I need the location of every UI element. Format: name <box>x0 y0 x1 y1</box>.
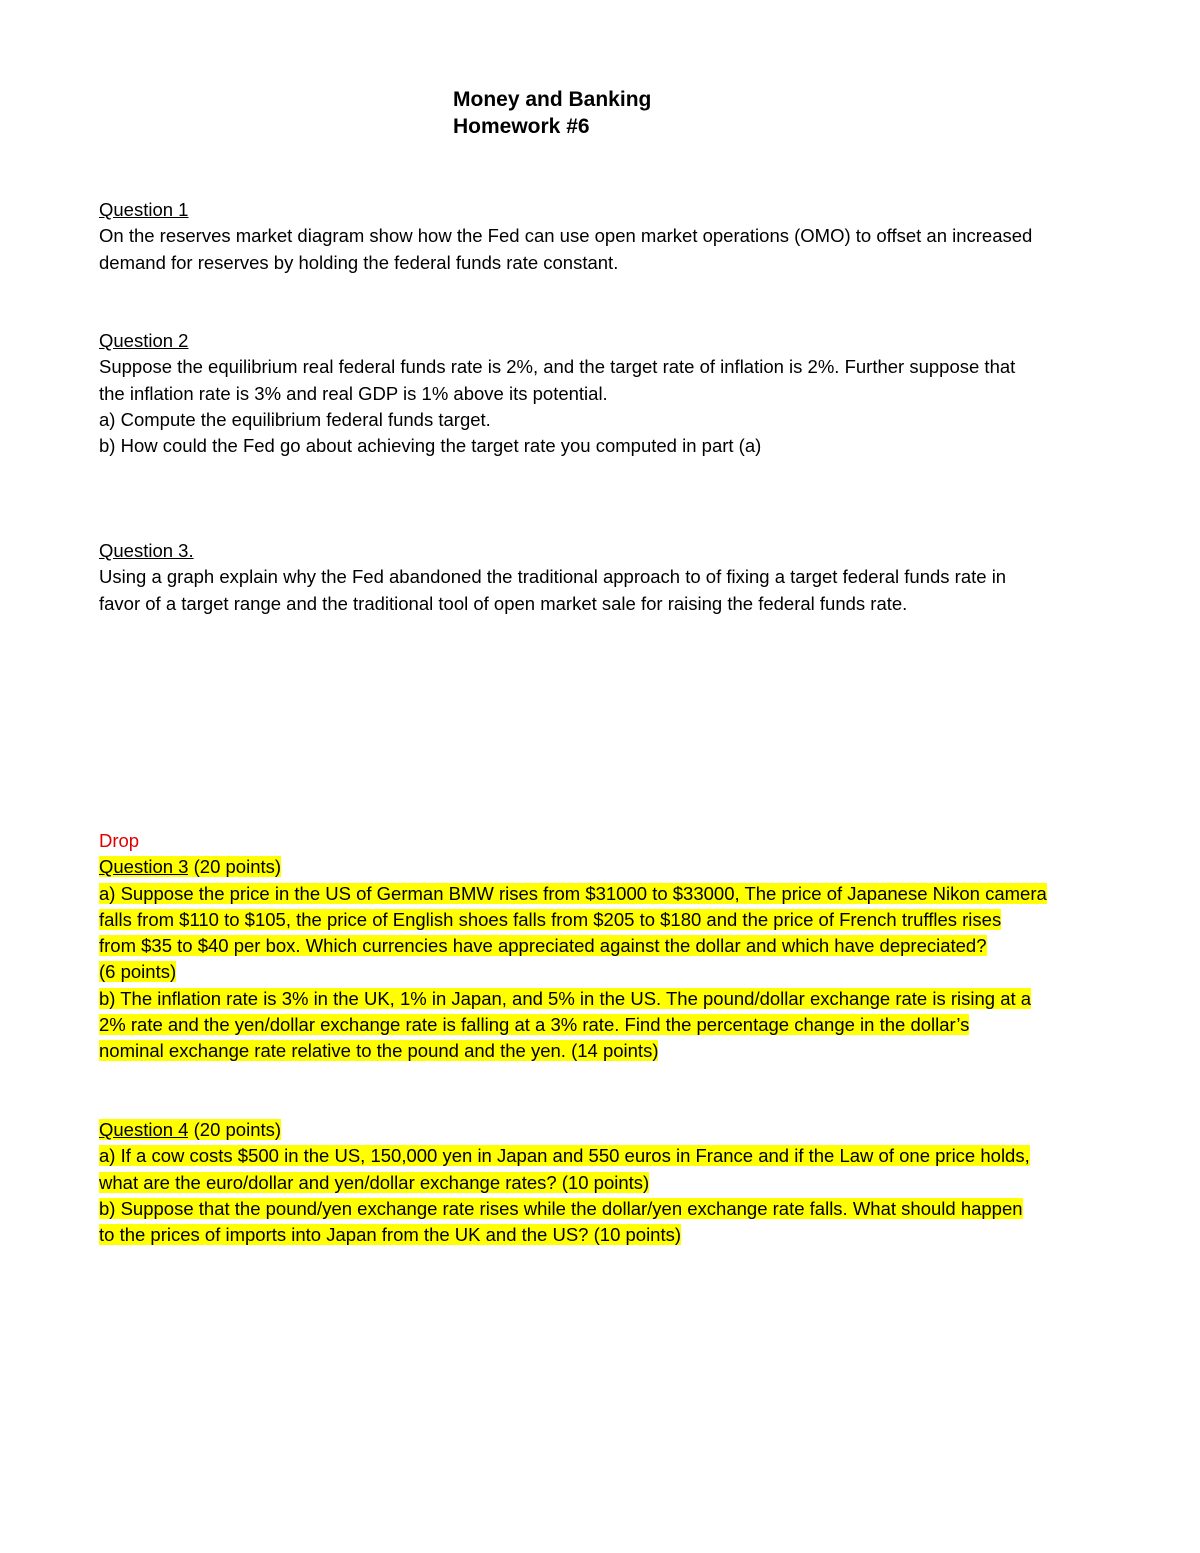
dropped-question-4-line: b) Suppose that the pound/yen exchange rate rises while the dollar/yen exchange rate falls. What should happen <box>99 1197 1023 1219</box>
dropped-question-3-line-wrap <box>99 907 1109 933</box>
question-2-heading: Question 2 <box>99 330 189 351</box>
question-2-line: a) Compute the equilibrium federal funds target. <box>99 408 491 430</box>
question-3-line: favor of a target range and the traditional tool of open market sale for raising the federal funds rate. <box>99 592 908 614</box>
homework-title: Homework #6 <box>453 115 590 138</box>
dropped-question-4-points: (20 points) <box>188 1119 282 1140</box>
question-1-heading: Question 1 <box>99 199 189 220</box>
dropped-question-4-line-wrap <box>99 1222 1109 1248</box>
question-2-line: Suppose the equilibrium real federal funds rate is 2%, and the target rate of inflation is 2%. Further suppose that <box>99 356 1016 378</box>
dropped-question-3-line: (6 points) <box>99 961 177 983</box>
dropped-questions <box>99 828 1109 1065</box>
dropped-question-3-heading: Question 3 <box>99 856 189 878</box>
dropped-question-4-line-wrap <box>99 1170 1109 1196</box>
drop-label: Drop <box>99 830 140 851</box>
dropped-question-4-line-wrap <box>99 1196 1109 1222</box>
dropped-question-3-line: from $35 to $40 per box. Which currencies have appreciated against the dollar and which have depreciated? <box>99 935 987 957</box>
dropped-question-3-line: falls from $110 to $105, the price of English shoes falls from $205 to $180 and the price of French truffles rises <box>99 908 1002 930</box>
dropped-question-3-line: a) Suppose the price in the US of German BMW rises from $31000 to $33000, The price of Japanese Nikon camera <box>99 882 1047 904</box>
dropped-question-3-line-wrap <box>99 959 1109 985</box>
dropped-question-4 <box>99 1117 1109 1248</box>
title-block <box>453 86 651 140</box>
dropped-question-3-line: b) The inflation rate is 3% in the UK, 1% in Japan, and 5% in the US. The pound/dollar exchange rate is rising at a <box>99 987 1032 1009</box>
dropped-question-3-heading-line <box>99 854 1109 880</box>
dropped-question-4-line: a) If a cow costs $500 in the US, 150,000 yen in Japan and 550 euros in France and if the Law of one price holds, <box>99 1145 1030 1167</box>
question-2-line: b) How could the Fed go about achieving the target rate you computed in part (a) <box>99 435 762 457</box>
question-1-line: On the reserves market diagram show how the Fed can use open market operations (OMO) to offset an increased <box>99 225 1033 247</box>
question-3-line: Using a graph explain why the Fed abandoned the traditional approach to of fixing a target federal funds rate in <box>99 566 1007 588</box>
dropped-question-3-line-wrap <box>99 1038 1109 1064</box>
course-title: Money and Banking <box>453 88 652 111</box>
question-3 <box>99 538 1109 617</box>
dropped-question-3-line-wrap <box>99 1012 1109 1038</box>
question-2-line: the inflation rate is 3% and real GDP is 1% above its potential. <box>99 382 608 404</box>
question-3-heading: Question 3. <box>99 540 194 561</box>
question-2 <box>99 328 1109 459</box>
dropped-question-4-heading-line <box>99 1117 1109 1143</box>
dropped-question-4-line-wrap <box>99 1143 1109 1169</box>
dropped-question-3-line: 2% rate and the yen/dollar exchange rate is falling at a 3% rate. Find the percentage change in the dollar’s <box>99 1014 970 1036</box>
dropped-question-3-line-wrap <box>99 933 1109 959</box>
question-1-line: demand for reserves by holding the federal funds rate constant. <box>99 251 619 273</box>
dropped-question-4-heading: Question 4 <box>99 1119 189 1140</box>
dropped-question-3-line: nominal exchange rate relative to the pound and the yen. (14 points) <box>99 1040 659 1062</box>
dropped-question-3-line-wrap <box>99 881 1109 907</box>
question-1 <box>99 197 1109 276</box>
dropped-question-4-line: to the prices of imports into Japan from the UK and the US? (10 points) <box>99 1224 682 1246</box>
dropped-question-3-line-wrap <box>99 986 1109 1012</box>
dropped-question-4-line: what are the euro/dollar and yen/dollar exchange rates? (10 points) <box>99 1171 650 1193</box>
dropped-question-3-points: (20 points) <box>188 856 282 878</box>
